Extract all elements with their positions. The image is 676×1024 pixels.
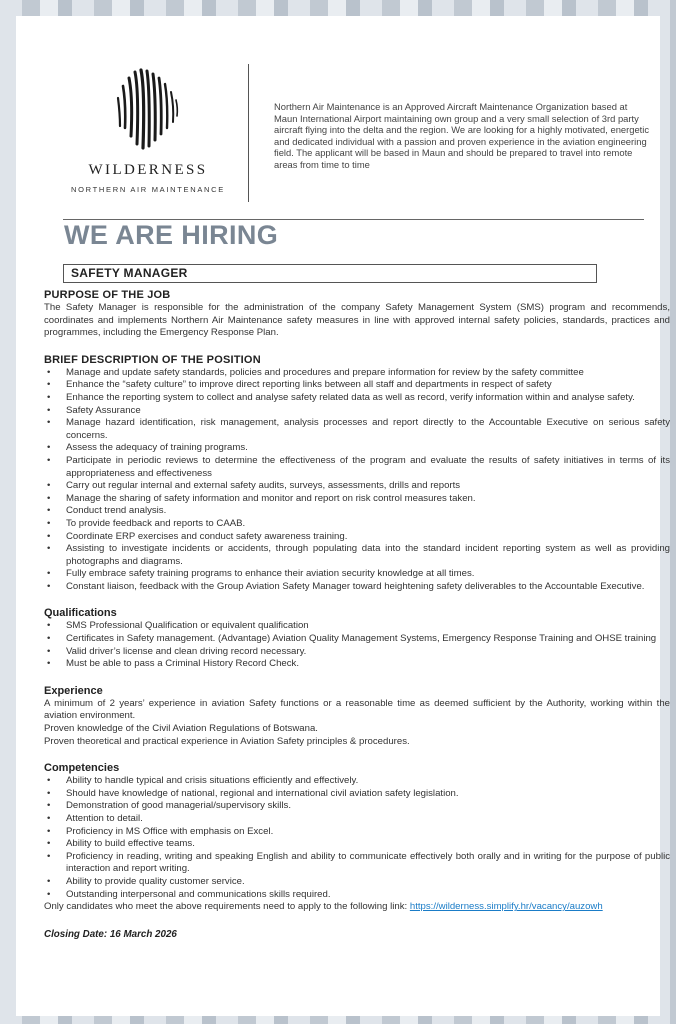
list-item: • Safety Assurance: [44, 405, 670, 418]
competencies-section: [44, 761, 670, 901]
closing-date: Closing Date: 16 March 2026: [44, 928, 177, 940]
list-item: • Certificates in Safety management. (Advantage) Aviation Quality Management Systems, Emergency Response Training and OHSE training: [44, 633, 670, 646]
purpose-section: [44, 288, 670, 340]
experience-heading: Experience: [44, 684, 103, 697]
list-item: • Assisting to investigate incidents or accidents, through populating data into the standard incident reporting system as well as providing photographs and diagrams.: [44, 543, 670, 568]
job-title: SAFETY MANAGER: [71, 266, 188, 280]
qualifications-heading: Qualifications: [44, 607, 117, 620]
list-item: • Valid driver’s license and clean driving record necessary.: [44, 646, 670, 659]
purpose-heading: PURPOSE OF THE JOB: [44, 289, 171, 301]
wilderness-logo: [58, 68, 238, 198]
list-item: • Ability to build effective teams.: [44, 838, 670, 851]
job-details: [44, 288, 670, 941]
description-section: [44, 353, 670, 594]
header-divider: [248, 64, 249, 202]
list-item: • Outstanding interpersonal and communications skills required.: [44, 889, 670, 902]
description-heading: BRIEF DESCRIPTION OF THE POSITION: [44, 353, 261, 366]
list-item: • Ability to handle typical and crisis situations efficiently and effectively.: [44, 775, 670, 788]
list-item: • Attention to detail.: [44, 813, 670, 826]
brand-subtitle: NORTHERN AIR MAINTENANCE: [70, 185, 225, 194]
list-item: • Demonstration of good managerial/supervisory skills.: [44, 800, 670, 813]
purpose-text: The Safety Manager is responsible for the administration of the company Safety Management System (SMS) program and recommends, coordinates and implements Northern Air Maintenance safety measures in line with approved internal safety policies, standards, practices and programmes, including the Emergency Response Plan.: [44, 302, 670, 339]
job-title-box: [63, 264, 597, 283]
hiring-headline: WE ARE HIRING: [64, 220, 279, 250]
list-item: • Participate in periodic reviews to determine the effectiveness of the program and evaluate the results of safety initiatives in terms of its appropriateness and effectiveness: [44, 455, 670, 480]
qualifications-list: [44, 620, 670, 670]
list-item: • To provide feedback and reports to CAAB.: [44, 518, 670, 531]
list-item: • Enhance the “safety culture” to improve direct reporting links between all staff and departments in respect of safety: [44, 379, 670, 392]
experience-section: [44, 684, 670, 748]
list-item: • Ability to provide quality customer service.: [44, 876, 670, 889]
list-item: • Manage and update safety standards, policies and procedures and prepare information for review by the safety committee: [44, 367, 670, 380]
experience-line: Proven theoretical and practical experience in Aviation Safety principles & procedures.: [44, 735, 410, 747]
apply-instructions: [44, 901, 670, 914]
apply-text: Only candidates who meet the above requirements need to apply to the following link:: [44, 901, 410, 913]
list-item: • Should have knowledge of national, regional and international civil aviation safety legislation.: [44, 788, 670, 801]
experience-line: A minimum of 2 years’ experience in aviation Safety functions or a reasonable time as deemed sufficient by the Authority, working within the aviation environment.: [44, 697, 670, 722]
list-item: • Carry out regular internal and external safety audits, surveys, assessments, drills and reports: [44, 480, 670, 493]
list-item: • Must be able to pass a Criminal History Record Check.: [44, 658, 670, 671]
apply-link[interactable]: https://wilderness.simplify.hr/vacancy/auzowh: [409, 901, 603, 913]
list-item: • Proficiency in MS Office with emphasis on Excel.: [44, 826, 670, 839]
list-item: • Constant liaison, feedback with the Group Aviation Safety Manager toward heightening safety deliverables to the Accountable Executive.: [44, 581, 670, 594]
reed-mark-icon: [114, 68, 182, 150]
brand-name: WILDERNESS: [88, 162, 208, 178]
list-item: • Manage hazard identification, risk management, analysis processes and report directly to the Accountable Executive on serious safety concerns.: [44, 417, 670, 442]
competencies-list: [44, 775, 670, 901]
company-intro: Northern Air Maintenance is an Approved Aircraft Maintenance Organization based at Maun International Airport maintaining own group and a very small selection of 3rd party aircraft flying into the delta and the region. We are looking for a highly motivated, energetic and dedicated individual with a passion and proven experience in the aviation engineering field. The applicant will be based in Maun and should be prepared to travel into remote areas from time to time: [274, 101, 650, 170]
qualifications-section: [44, 606, 670, 670]
list-item: • Coordinate ERP exercises and conduct safety awareness training.: [44, 531, 670, 544]
list-item: • SMS Professional Qualification or equivalent qualification: [44, 620, 670, 633]
list-item: • Fully embrace safety training programs to enhance their aviation security knowledge at all times.: [44, 568, 670, 581]
list-item: • Proficiency in reading, writing and speaking English and ability to communicate effectively both orally and in writing for the purpose of public interaction and report writing.: [44, 851, 670, 876]
list-item: • Conduct trend analysis.: [44, 505, 670, 518]
experience-line: Proven knowledge of the Civil Aviation Regulations of Botswana.: [44, 723, 318, 735]
competencies-heading: Competencies: [44, 762, 120, 775]
list-item: • Assess the adequacy of training programs.: [44, 442, 670, 455]
list-item: • Enhance the reporting system to collect and analyse safety related data as well as record, verify information within and analyse safety.: [44, 392, 670, 405]
list-item: • Manage the sharing of safety information and monitor and report on risk control measures taken.: [44, 493, 670, 506]
description-list: [44, 367, 670, 594]
job-advert-sheet: [16, 16, 670, 1016]
